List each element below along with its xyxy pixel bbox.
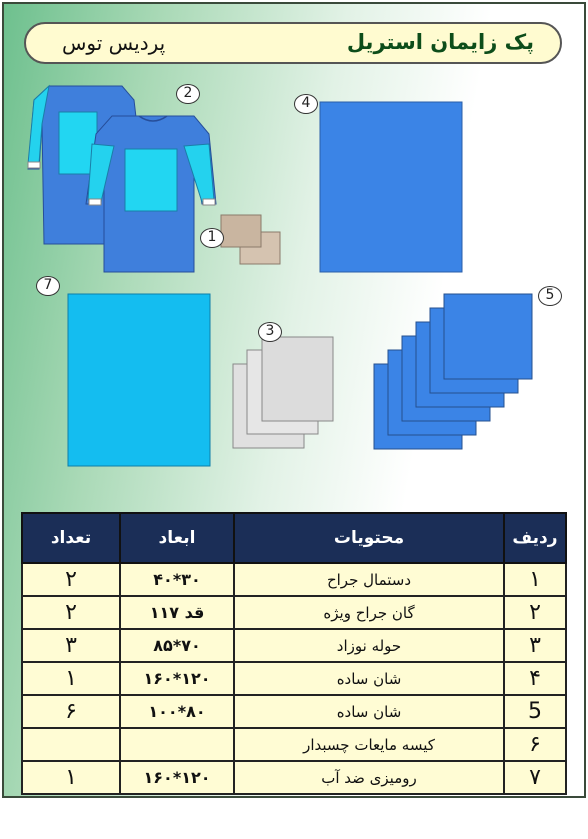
row-content: دستمال جراح: [234, 563, 504, 596]
row-dims: ۱۲۰*۱۶۰: [120, 761, 234, 794]
table-row: [22, 596, 566, 629]
row-index: ۷: [504, 761, 566, 794]
contents-table: [21, 512, 567, 795]
item-label-7: 7: [36, 276, 60, 296]
brand-title: پک زایمان استریل: [346, 30, 534, 54]
drape-5-illustration: [374, 294, 532, 449]
row-qty: ۶: [22, 695, 120, 728]
row-content: کیسه مایعات چسبدار: [234, 728, 504, 761]
row-dims: ۸۰*۱۰۰: [120, 695, 234, 728]
row-index: ۴: [504, 662, 566, 695]
row-qty: [22, 728, 120, 761]
row-dims: ۱۲۰*۱۶۰: [120, 662, 234, 695]
row-qty: ۱: [22, 662, 120, 695]
product-name: پردیس توس: [62, 31, 166, 55]
item-label-4: 4: [294, 94, 318, 114]
row-dims: قد ۱۱۷: [120, 596, 234, 629]
drape-4-illustration: [320, 102, 462, 272]
row-content: شان ساده: [234, 695, 504, 728]
row-content: رومیزی ضد آب: [234, 761, 504, 794]
header-qty: تعداد: [22, 513, 120, 563]
baby-towel-illustration: [233, 337, 333, 448]
row-dims: [120, 728, 234, 761]
table-row: [22, 629, 566, 662]
table-row: [22, 662, 566, 695]
row-content: گان جراح ویژه: [234, 596, 504, 629]
row-qty: ۲: [22, 596, 120, 629]
header-index: ردیف: [504, 513, 566, 563]
row-index: ۲: [504, 596, 566, 629]
row-content: حوله نوزاد: [234, 629, 504, 662]
item-label-5: 5: [538, 286, 562, 306]
header-dims: ابعاد: [120, 513, 234, 563]
row-index: ۱: [504, 563, 566, 596]
row-index: ۳: [504, 629, 566, 662]
table-row: [22, 761, 566, 794]
row-qty: ۱: [22, 761, 120, 794]
row-qty: ۲: [22, 563, 120, 596]
table-cover-illustration: [68, 294, 210, 466]
table-row: [22, 695, 566, 728]
catalog-page: [2, 2, 586, 798]
table-row: [22, 728, 566, 761]
item-label-2: 2: [176, 84, 200, 104]
row-content: شان ساده: [234, 662, 504, 695]
header-content: محتویات: [234, 513, 504, 563]
table-row: [22, 563, 566, 596]
row-dims: ۷۰*۸۵: [120, 629, 234, 662]
item-label-1: 1: [200, 228, 224, 248]
item-label-3: 3: [258, 322, 282, 342]
contents-table-wrapper: [21, 512, 567, 795]
row-dims: ۳۰*۴۰: [120, 563, 234, 596]
row-index: ۶: [504, 728, 566, 761]
gauze-illustration: [221, 215, 280, 264]
row-index: 5: [504, 695, 566, 728]
row-qty: ۳: [22, 629, 120, 662]
table-header-row: [22, 513, 566, 563]
product-illustrations: [4, 4, 586, 504]
gown-front-illustration: [86, 116, 216, 272]
